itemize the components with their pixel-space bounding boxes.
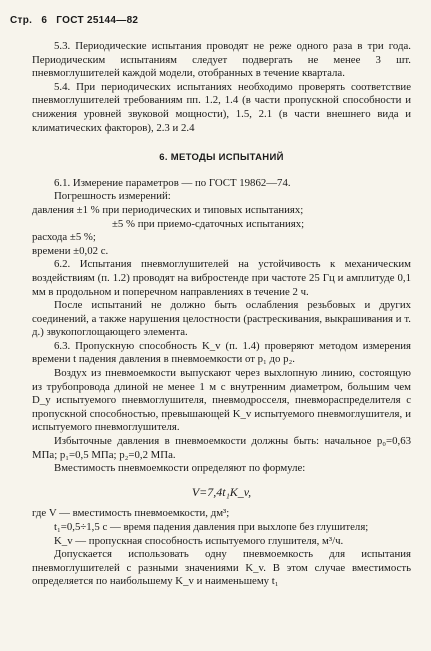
paragraph-volume: Вместимость пневмоемкости определяют по формуле:	[54, 462, 306, 475]
paragraph-pressures: Избыточные давления в пневмоемкости должны быть: начальное p₀=0,63 МПа; p₁=0,5 МПа; p₂=0,2 МПа.	[32, 435, 411, 461]
formula-t1: t₁=0,5÷1,5 с — время падения давления при выхлопе без глушителя;	[54, 521, 369, 533]
formula-kv: K_v — пропускная способность испытуемого глушителя, м³/ч.	[54, 534, 344, 547]
formula-where: где V — вместимость пневмоемкости, дм³;	[32, 507, 230, 520]
body-text	[32, 40, 411, 589]
paragraph-air-release: Воздух из пневмоемкости выпускают через выхлопную линию, состоящую из трубопровода длиной не менее 1 м с внутренним диаметром, большим чем D_y испытуемого пневмоглушителя, пневмодросселя, пневмораспределителя с пропускной способностью, превышающей K_v испытуемого пневмоглушителя, и испытуемого пневмоглушителя.	[32, 367, 411, 434]
page-header	[10, 15, 144, 26]
section-heading: 6. МЕТОДЫ ИСПЫТАНИЙ	[159, 152, 284, 164]
page-label: Стр.	[10, 15, 33, 26]
paragraph-allowed: Допускается использовать одну пневмоемкость для испытания пневмоглушителей с разными значениями K_v. В этом случае вместимость определяется по наибольшему K_v и наименьшему t₁	[32, 548, 411, 588]
volume-formula: V=7,4t₁K_v,	[191, 484, 252, 499]
page-number: 6	[41, 15, 48, 26]
accuracy-time: времени ±0,02 с.	[32, 244, 109, 257]
accuracy-heading: Погрешность измерений:	[54, 190, 171, 203]
standard-number: ГОСТ 25144—82	[56, 15, 139, 26]
paragraph-6-2: 6.2. Испытания пневмоглушителей на устойчивость к механическим воздействиям (п. 1.2) проводят на вибростенде при частоте 25 Гц и амплитуде 0,1 мм в продольном и поперечном направлениях в течение 2 ч.	[32, 258, 411, 298]
paragraph-6-3: 6.3. Пропускную способность K_v (п. 1.4) проверяют методом измерения времени t падения давления в пневмоемкости от p₁ до p₂.	[32, 339, 411, 366]
accuracy-pressure: давления ±1 % при периодических и типовых испытаниях;	[32, 203, 304, 216]
paragraph-after-tests: После испытаний не должно быть ослабления резьбовых и других соединений, а также нарушения целостности (растрескивания, выкрашивания и т. д.) звукопоглощающего элемента.	[32, 299, 411, 339]
accuracy-flow: расхода ±5 %;	[32, 231, 96, 244]
paragraph-5-4: 5.4. При периодических испытаниях необходимо проверять соответствие пневмоглушителей требованиям пп. 1.2, 1.4 (в части пропускной способности и снижения уровней звуковой мощности), 1.5, 2.1 (в части внешнего вида и климатических факторов), 2.3 и 2.4	[32, 80, 411, 134]
paragraph-5-3: 5.3. Периодические испытания проводят не реже одного раза в три года. Периодическим испытаниям следует подвергать не менее 3 шт. пневмоглушителей каждой модели, отобранных в течение квартала.	[32, 40, 411, 80]
paragraph-6-1: 6.1. Измерение параметров — по ГОСТ 19862—74.	[54, 176, 291, 189]
accuracy-pressure-acceptance: ±5 % при приемо-сдаточных испытаниях;	[112, 217, 305, 230]
